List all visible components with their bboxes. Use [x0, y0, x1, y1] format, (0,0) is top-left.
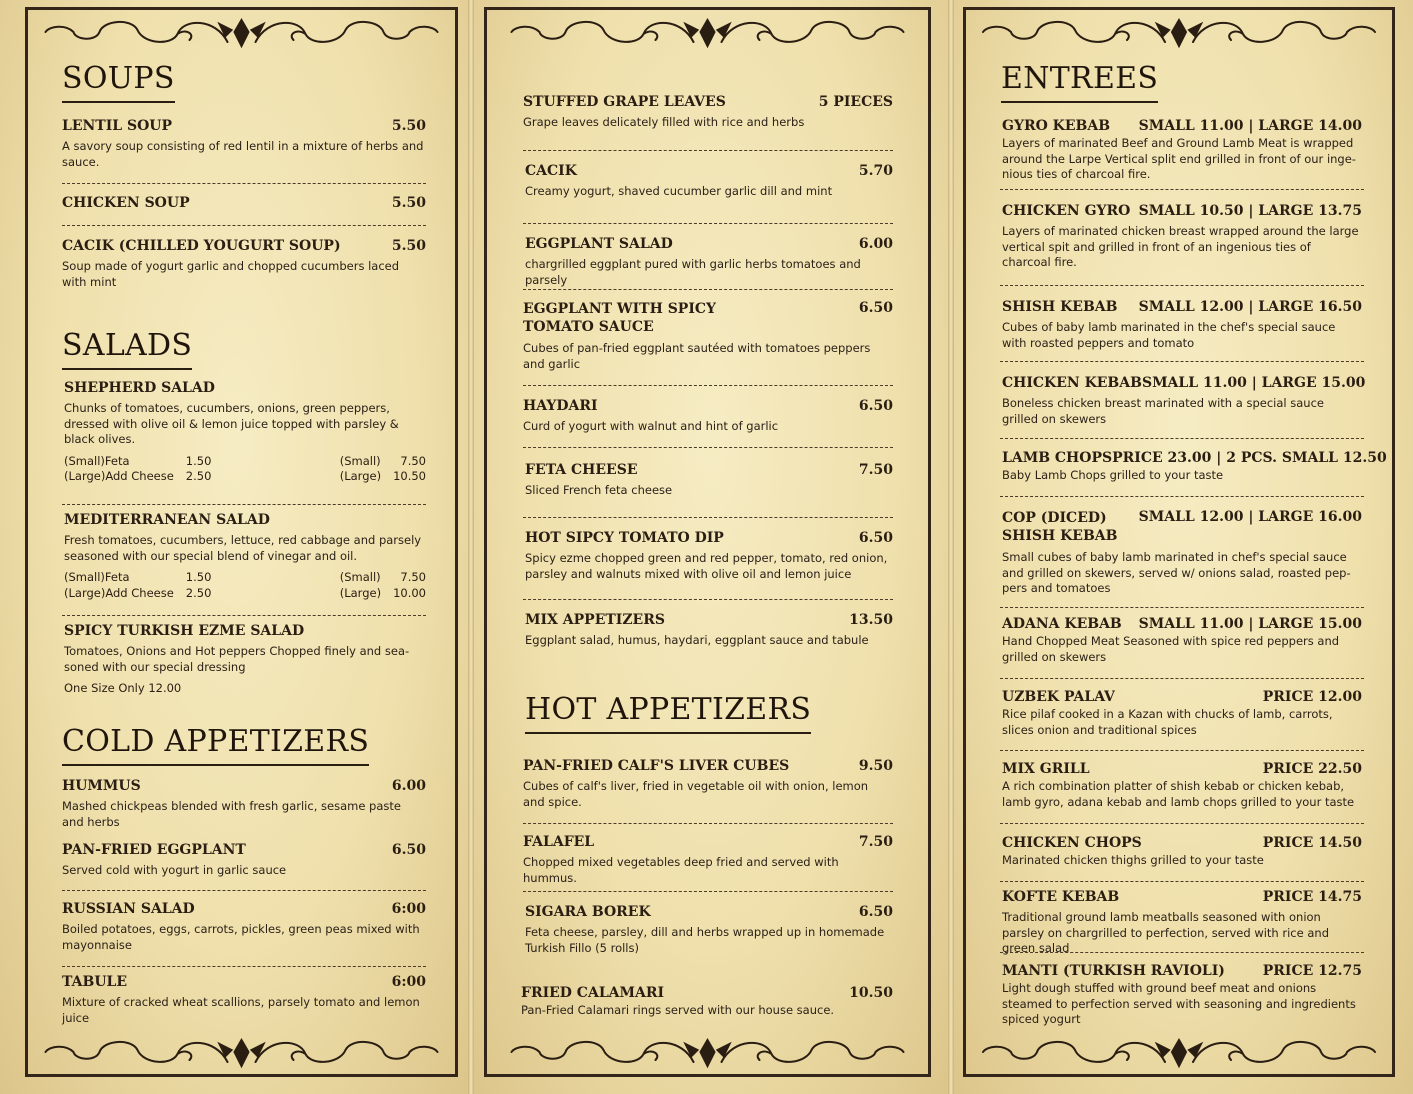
dashed-divider	[1000, 438, 1364, 439]
dashed-divider	[523, 385, 893, 386]
item-name: MIX GRILL	[1002, 761, 1090, 777]
menu-item-mix-appetizers	[525, 612, 893, 649]
dashed-divider	[1000, 823, 1364, 824]
item-description: A rich combination platter of shish kebab or chicken kebab, lamb gyro, adana kebab and lamb chops grilled to your taste	[1002, 779, 1355, 809]
item-price: 9.50	[858, 758, 893, 774]
item-price: SMALL 11.00 | LARGE 15.00	[1138, 616, 1362, 632]
item-price: SMALL 12.00 | LARGE 16.50	[1138, 299, 1362, 315]
item-name: EGGPLANT SALAD	[525, 236, 673, 252]
item-name: SIGARA BOREK	[525, 904, 651, 920]
menu-item-eggplant-salad	[525, 236, 893, 288]
menu-item-ezme-salad	[64, 623, 426, 695]
item-price: SMALL 11.00 | LARGE 15.00	[1141, 375, 1366, 391]
size-price: 7.50	[400, 453, 426, 468]
item-description: Hand Chopped Meat Seasoned with spice red peppers and grilled on skewers	[1002, 634, 1340, 664]
item-name: GYRO KEBAB	[1002, 118, 1111, 134]
option-label: (Large)Add Cheese	[64, 585, 174, 600]
item-name: LENTIL SOUP	[62, 118, 173, 134]
menu-item-lamb-chops	[1002, 450, 1387, 484]
item-price: 6.50	[858, 398, 893, 414]
dashed-divider	[62, 504, 426, 505]
item-description: Layers of marinated chicken breast wrapped around the large vertical spit and grilled in front of an ingenious ties of charcoal fire.	[1002, 224, 1359, 269]
item-name: CHICKEN SOUP	[62, 195, 190, 211]
section-title-entrees: ENTREES	[1001, 61, 1158, 103]
item-description: Traditional ground lamb meatballs seasoned with onion parsley on chargrilled to perfection, served with rice and green salad	[1002, 910, 1329, 955]
item-description: Eggplant salad, humus, haydari, eggplant sauce and tabule	[525, 633, 869, 647]
section-title-cold-appetizers: COLD APPETIZERS	[62, 724, 369, 766]
item-name: CACIK (CHILLED YOUGURT SOUP)	[62, 238, 341, 254]
size-label: (Small)	[339, 453, 381, 468]
dashed-divider	[523, 150, 893, 151]
item-name: CHICKEN KEBAB	[1002, 375, 1142, 391]
menu-item-falafel	[523, 834, 893, 886]
menu-item-cop-shish-kebab	[1002, 509, 1362, 597]
item-price: 6.50	[858, 904, 893, 920]
menu-item-fried-calamari	[521, 985, 893, 1019]
item-description: Cubes of calf's liver, fried in vegetable oil with onion, lemon and spice.	[523, 779, 869, 809]
option-price: 2.50	[185, 469, 212, 483]
item-price: SMALL 10.50 | LARGE 13.75	[1138, 203, 1362, 219]
menu-item-chicken-chops	[1002, 835, 1362, 869]
item-description: Small cubes of baby lamb marinated in chef's special sauce and grilled on skewers, served w/ onions salad, roasted pep-pers and tomatoes	[1002, 550, 1351, 595]
dashed-divider	[523, 517, 893, 518]
item-price: PRICE 12.00	[1262, 689, 1362, 705]
item-description: Soup made of yogurt garlic and chopped cucumbers laced with mint	[62, 259, 400, 289]
item-name: CHICKEN GYRO	[1002, 203, 1131, 219]
scroll-ornament-bottom	[487, 1032, 928, 1072]
item-description: Grape leaves delicately filled with rice and herbs	[523, 115, 805, 129]
dashed-divider	[62, 615, 426, 616]
item-price: PRICE 23.00 | 2 PCS. SMALL 12.50	[1112, 450, 1387, 466]
menu-item-manti	[1002, 963, 1362, 1028]
scroll-ornament-bottom	[28, 1032, 455, 1072]
size-price: 7.50	[400, 570, 426, 584]
option-price: 2.50	[185, 585, 212, 600]
scroll-ornament-bottom	[966, 1032, 1392, 1072]
item-name: UZBEK PALAV	[1002, 689, 1115, 705]
item-name: HOT SIPCY TOMATO DIP	[525, 530, 724, 546]
item-price: 6.50	[858, 530, 893, 546]
dashed-divider	[1000, 750, 1364, 751]
item-description: Chopped mixed vegetables deep fried and served with hummus.	[523, 855, 839, 885]
item-price: 6.00	[391, 778, 426, 794]
item-price: PRICE 22.50	[1262, 761, 1362, 777]
dashed-divider	[523, 289, 893, 290]
item-name: STUFFED GRAPE LEAVES	[523, 94, 726, 110]
dashed-divider	[523, 891, 893, 892]
item-name: KOFTE KEBAB	[1002, 889, 1120, 905]
menu-item-russian-salad	[62, 901, 426, 953]
item-name: CACIK	[525, 163, 577, 179]
item-description: Layers of marinated Beef and Ground Lamb Meat is wrapped around the Larpe Vertical split end grilled in front of our inge-nious ties of charcoal fire.	[1002, 136, 1356, 181]
item-name: CHICKEN CHOPS	[1002, 835, 1142, 851]
dashed-divider	[1000, 678, 1364, 679]
dashed-divider	[1000, 607, 1364, 608]
menu-item-mix-grill	[1002, 761, 1362, 810]
menu-item-lentil-soup	[62, 118, 426, 170]
dashed-divider	[1000, 189, 1364, 190]
item-description: Served cold with yogurt in garlic sauce	[62, 863, 287, 877]
item-description: Sliced French feta cheese	[525, 483, 673, 497]
menu-item-adana-kebab	[1002, 616, 1362, 665]
menu-item-gyro-kebab	[1002, 118, 1362, 183]
item-price: PRICE 14.50	[1262, 835, 1362, 851]
menu-item-cacik-soup	[62, 238, 426, 290]
item-description: Chunks of tomatoes, cucumbers, onions, green peppers, dressed with olive oil & lemon juice topped with parsley & black olives.	[64, 401, 399, 446]
item-price: 5.70	[858, 163, 893, 179]
item-size-options	[64, 570, 426, 601]
scroll-ornament-top	[966, 12, 1392, 52]
menu-item-sigara-borek	[525, 904, 893, 956]
item-description: Pan-Fried Calamari rings served with our house sauce.	[521, 1003, 835, 1017]
item-description: Tomatoes, Onions and Hot peppers Chopped finely and sea-soned with our special dressing	[64, 644, 410, 674]
item-description: Light dough stuffed with ground beef meat and onions steamed to perfection served with seasoning and ingredients spiced yogurt	[1002, 981, 1356, 1026]
item-description: Mashed chickpeas blended with fresh garlic, sesame paste and herbs	[62, 799, 401, 829]
section-title-soups: SOUPS	[62, 61, 175, 103]
item-price: PRICE 12.75	[1262, 963, 1362, 979]
item-description: Marinated chicken thighs grilled to your taste	[1002, 853, 1264, 867]
dashed-divider	[1000, 496, 1364, 497]
item-name: ADANA KEBAB	[1002, 616, 1122, 632]
item-name: FALAFEL	[523, 834, 595, 850]
dashed-divider	[1000, 952, 1364, 953]
fold-line	[948, 0, 954, 1094]
dashed-divider	[1000, 285, 1364, 286]
dashed-divider	[523, 823, 893, 824]
menu-panel-left	[25, 7, 458, 1077]
menu-item-calfs-liver	[523, 758, 893, 810]
item-price: SMALL 11.00 | LARGE 14.00	[1138, 118, 1362, 134]
item-name: TABULE	[62, 974, 128, 990]
menu-item-kofte-kebab	[1002, 889, 1362, 957]
scroll-ornament-top	[487, 12, 928, 52]
dashed-divider	[62, 890, 426, 891]
menu-item-hummus	[62, 778, 426, 830]
menu-item-shish-kebab	[1002, 299, 1362, 351]
item-name: HUMMUS	[62, 778, 141, 794]
option-price: 1.50	[185, 453, 212, 468]
item-price: SMALL 12.00 | LARGE 16.00	[1138, 509, 1362, 525]
option-label: (Small)Feta	[64, 453, 130, 468]
item-price: 5.50	[391, 238, 426, 254]
menu-item-shepherd-salad	[64, 380, 426, 485]
item-name: MANTI (TURKISH RAVIOLI)	[1002, 963, 1225, 979]
menu-panel-right	[963, 7, 1395, 1077]
item-price: 6.00	[858, 236, 893, 252]
menu-item-stuffed-grape-leaves	[523, 94, 893, 131]
size-label: (Small)	[339, 570, 381, 584]
item-price: 5 PIECES	[818, 94, 893, 110]
item-price: 6:00	[391, 974, 426, 990]
item-name: SHISH KEBAB	[1002, 299, 1118, 315]
item-description: Fresh tomatoes, cucumbers, lettuce, red cabbage and parsely seasoned with our special blend of vinegar and oil.	[64, 533, 422, 563]
item-description: Boiled potatoes, eggs, carrots, pickles, green peas mixed with mayonnaise	[62, 922, 420, 952]
item-description: Spicy ezme chopped green and red pepper, tomato, red onion, parsley and walnuts mixed with olive oil and lemon juice	[525, 551, 888, 581]
size-price: 10.50	[393, 469, 426, 483]
item-name: SHEPHERD SALAD	[64, 380, 215, 396]
item-name: MIX APPETIZERS	[525, 612, 665, 628]
item-name: COP (DICED) SHISH KEBAB	[1002, 510, 1118, 544]
item-name: HAYDARI	[523, 398, 598, 414]
fold-line	[468, 0, 474, 1094]
menu-item-tabule	[62, 974, 426, 1026]
item-price-note: One Size Only 12.00	[64, 681, 182, 695]
item-price: 5.50	[391, 195, 426, 211]
item-name: RUSSIAN SALAD	[62, 901, 195, 917]
item-size-options	[64, 454, 426, 485]
item-price: 5.50	[391, 118, 426, 134]
item-name: PAN-FRIED EGGPLANT	[62, 842, 246, 858]
item-name: SPICY TURKISH EZME SALAD	[64, 623, 305, 639]
dashed-divider	[62, 183, 426, 184]
item-description: Mixture of cracked wheat scallions, parsely tomato and lemon juice	[62, 995, 420, 1025]
item-description: Feta cheese, parsley, dill and herbs wrapped up in homemade Turkish Fillo (5 rolls)	[525, 925, 885, 955]
option-label: (Small)Feta	[64, 570, 130, 584]
item-name: FETA CHEESE	[525, 462, 638, 478]
dashed-divider	[62, 225, 426, 226]
item-description: Boneless chicken breast marinated with a special sauce grilled on skewers	[1002, 396, 1324, 426]
dashed-divider	[1000, 881, 1364, 882]
menu-item-chicken-kebab	[1002, 375, 1366, 427]
menu-panel-middle	[484, 7, 931, 1077]
item-description: Creamy yogurt, shaved cucumber garlic dill and mint	[525, 184, 833, 198]
item-description: chargrilled eggplant pured with garlic herbs tomatoes and parsely	[525, 257, 861, 287]
item-price: 6.50	[391, 842, 426, 858]
item-description: Rice pilaf cooked in a Kazan with chucks of lamb, carrots, slices onion and traditional spices	[1002, 707, 1333, 737]
item-price: 10.50	[849, 985, 893, 1001]
menu-item-uzbek-palav	[1002, 689, 1362, 738]
item-description: Curd of yogurt with walnut and hint of garlic	[523, 419, 779, 433]
size-price: 10.00	[393, 585, 426, 600]
menu-item-pan-fried-eggplant	[62, 842, 426, 879]
size-label: (Large)	[339, 469, 382, 483]
section-title-hot-appetizers: HOT APPETIZERS	[525, 692, 811, 734]
item-description: Cubes of pan-fried eggplant sautéed with tomatoes peppers and garlic	[523, 341, 871, 371]
item-description: A savory soup consisting of red lentil in a mixture of herbs and sauce.	[62, 139, 424, 169]
section-title-salads: SALADS	[62, 328, 192, 370]
item-price: 13.50	[849, 612, 893, 628]
menu-item-mediterranean-salad	[64, 512, 426, 601]
item-price: PRICE 14.75	[1262, 889, 1362, 905]
dashed-divider	[62, 966, 426, 967]
menu-item-cacik	[525, 163, 893, 200]
item-name: MEDITERRANEAN SALAD	[64, 512, 270, 528]
item-price: 6:00	[391, 901, 426, 917]
item-name: FRIED CALAMARI	[521, 985, 665, 1001]
item-price: 7.50	[858, 834, 893, 850]
item-description: Baby Lamb Chops grilled to your taste	[1002, 468, 1224, 482]
scroll-ornament-top	[28, 12, 455, 52]
dashed-divider	[523, 223, 893, 224]
item-name: EGGPLANT WITH SPICY TOMATO SAUCE	[523, 301, 717, 335]
menu-item-feta-cheese	[525, 462, 893, 499]
dashed-divider	[523, 447, 893, 448]
item-price: 6.50	[858, 300, 893, 316]
option-label: (Large)Add Cheese	[64, 469, 174, 483]
menu-item-chicken-gyro	[1002, 203, 1362, 271]
item-description: Cubes of baby lamb marinated in the chef's special sauce with roasted peppers and tomato	[1002, 320, 1336, 350]
dashed-divider	[1000, 361, 1364, 362]
menu-item-hot-spicy-tomato-dip	[525, 530, 893, 582]
dashed-divider	[523, 599, 893, 600]
menu-item-haydari	[523, 398, 893, 435]
item-price: 7.50	[858, 462, 893, 478]
menu-item-eggplant-spicy-tomato	[523, 300, 893, 372]
item-name: LAMB CHOPS	[1002, 450, 1113, 466]
item-name: PAN-FRIED CALF'S LIVER CUBES	[523, 758, 790, 774]
menu-item-chicken-soup	[62, 195, 426, 211]
size-label: (Large)	[339, 585, 382, 600]
option-price: 1.50	[185, 570, 212, 584]
